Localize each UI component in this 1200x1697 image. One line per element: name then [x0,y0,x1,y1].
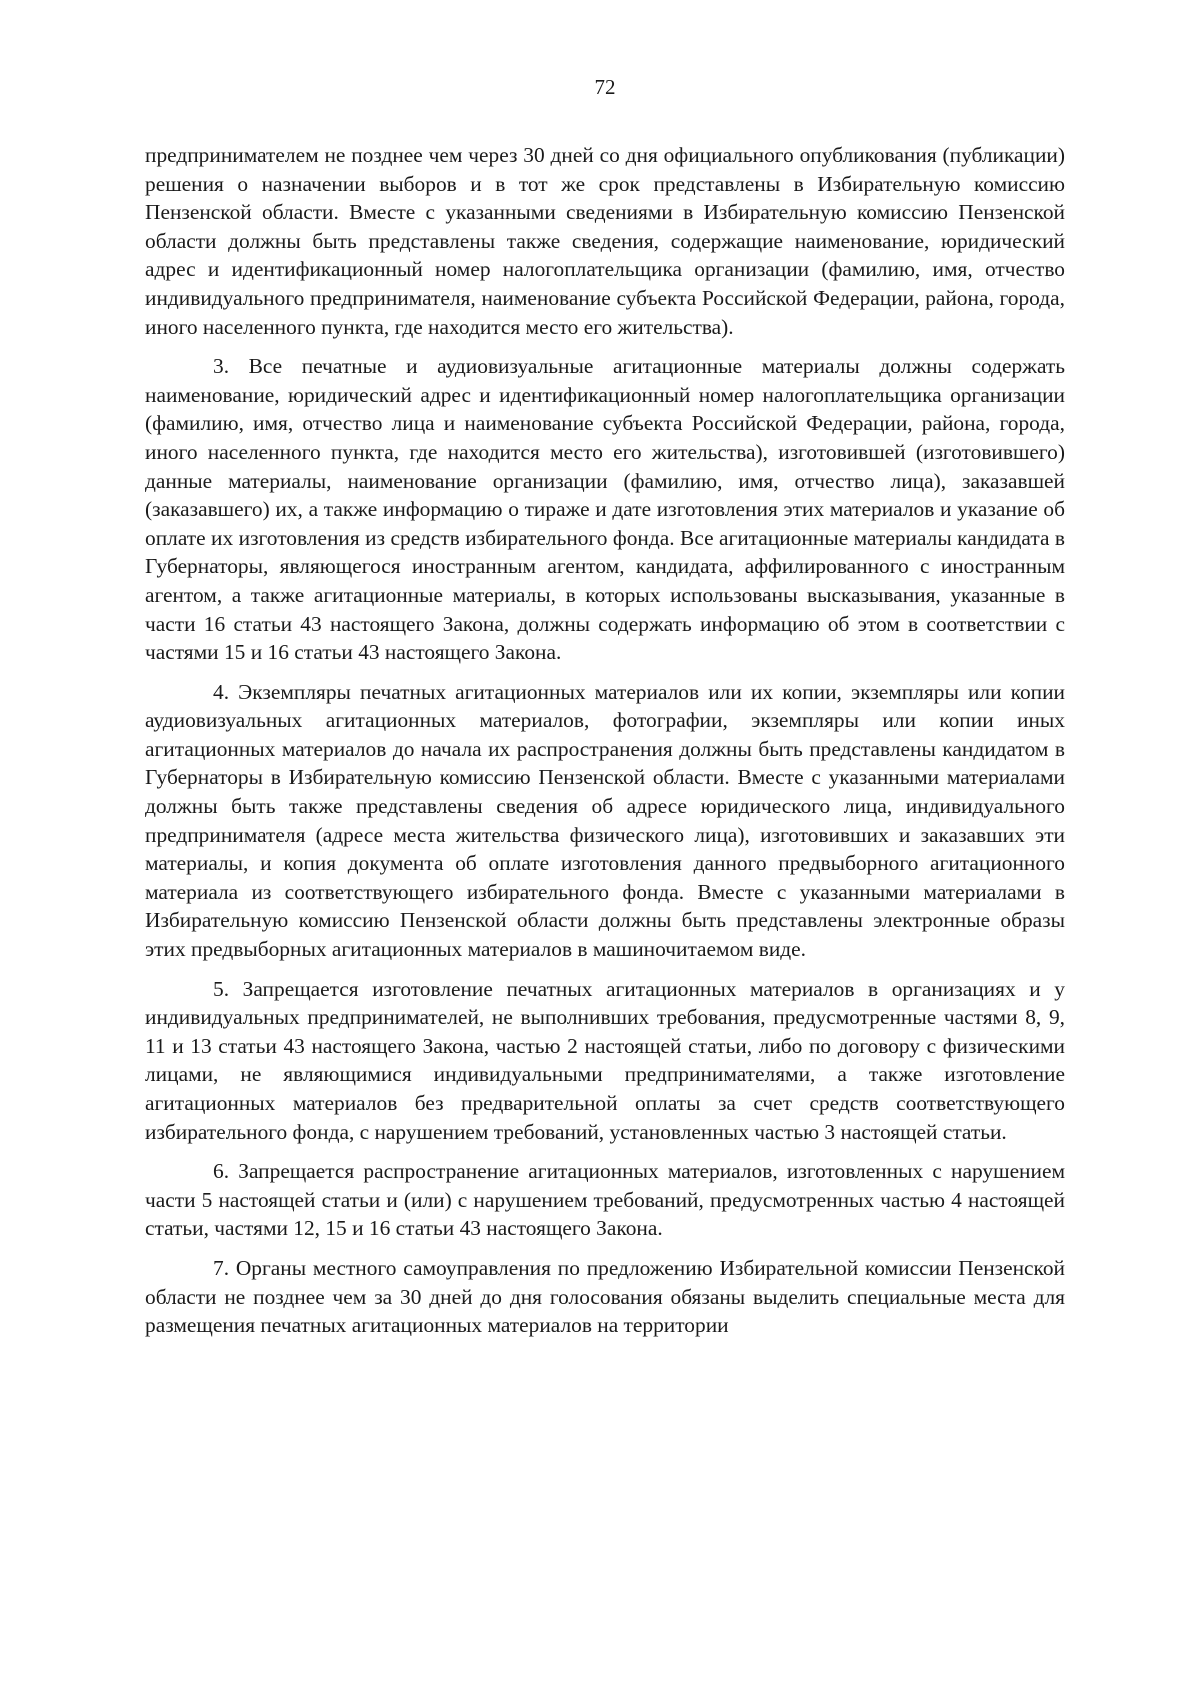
paragraph-part-6: 6. Запрещается распространение агитационных материалов, изготовленных с нарушением части 5 настоящей статьи и (или) с нарушением требований, предусмотренных частью 4 настоящей статьи, частями 12, 15 и 16 статьи 43 настоящего Закона. [145,1159,1065,1241]
paragraph-continuation: предпринимателем не позднее чем через 30 дней со дня официального опубликования (публикации) решения о назначении выборов и в тот же срок представлены в Избирательную комиссию Пензенской области. Вместе с указанными сведениями в Избирательную комиссию Пензенской области должны быть представлены также сведения, содержащие наименование, юридический адрес и идентификационный номер налогоплательщика организации (фамилию, имя, отчество индивидуального предпринимателя, наименование субъекта Российской Федерации, района, города, иного населенного пункта, где находится место его жительства). [145,143,1065,339]
paragraph-part-3: 3. Все печатные и аудиовизуальные агитационные материалы должны содержать наименование, юридический адрес и идентификационный номер налогоплательщика организации (фамилию, имя, отчество лица и наименование субъекта Российской Федерации, района, города, иного населенного пункта, где находится место его жительства), изготовившей (изготовившего) данные материалы, наименование организации (фамилию, имя, отчество лица), заказавшей (заказавшего) их, а также информацию о тираже и дате изготовления этих материалов и указание об оплате их изготовления из средств избирательного фонда. Все агитационные материалы кандидата в Губернаторы, являющегося иностранным агентом, кандидата, аффилированного с иностранным агентом, а также агитационные материалы, в которых использованы высказывания, указанные в части 16 статьи 43 настоящего Закона, должны содержать информацию об этом в соответствии с частями 15 и 16 статьи 43 настоящего Закона. [145,354,1065,665]
paragraph-part-4: 4. Экземпляры печатных агитационных материалов или их копии, экземпляры или копии аудиовизуальных агитационных материалов, фотографии, экземпляры или копии иных агитационных материалов до начала их распространения должны быть представлены кандидатом в Губернаторы в Избирательную комиссию Пензенской области. Вместе с указанными материалами должны быть также представлены сведения об адресе юридического лица, индивидуального предпринимателя (адресе места жительства физического лица), изготовивших и заказавших эти материалы, и копия документа об оплате изготовления данного предвыборного агитационного материала из соответствующего избирательного фонда. Вместе с указанными материалами в Избирательную комиссию Пензенской области должны быть представлены электронные образы этих предвыборных агитационных материалов в машиночитаемом виде. [145,679,1065,962]
document-body [145,141,1065,1340]
paragraph-part-5: 5. Запрещается изготовление печатных агитационных материалов в организациях и у индивидуальных предпринимателей, не выполнивших требования, предусмотренные частями 8, 9, 11 и 13 статьи 43 настоящего Закона, частью 2 настоящей статьи, либо по договору с физическими лицами, не являющимися индивидуальными предпринимателями, а также изготовление агитационных материалов без предварительной оплаты за счет средств соответствующего избирательного фонда, с нарушением требований, установленных частью 3 настоящей статьи. [145,976,1065,1144]
paragraph-part-7: 7. Органы местного самоуправления по предложению Избирательной комиссии Пензенской области не позднее чем за 30 дней до дня голосования обязаны выделить специальные места для размещения печатных агитационных материалов на территории [145,1255,1065,1338]
page-number: 72 [594,75,616,99]
